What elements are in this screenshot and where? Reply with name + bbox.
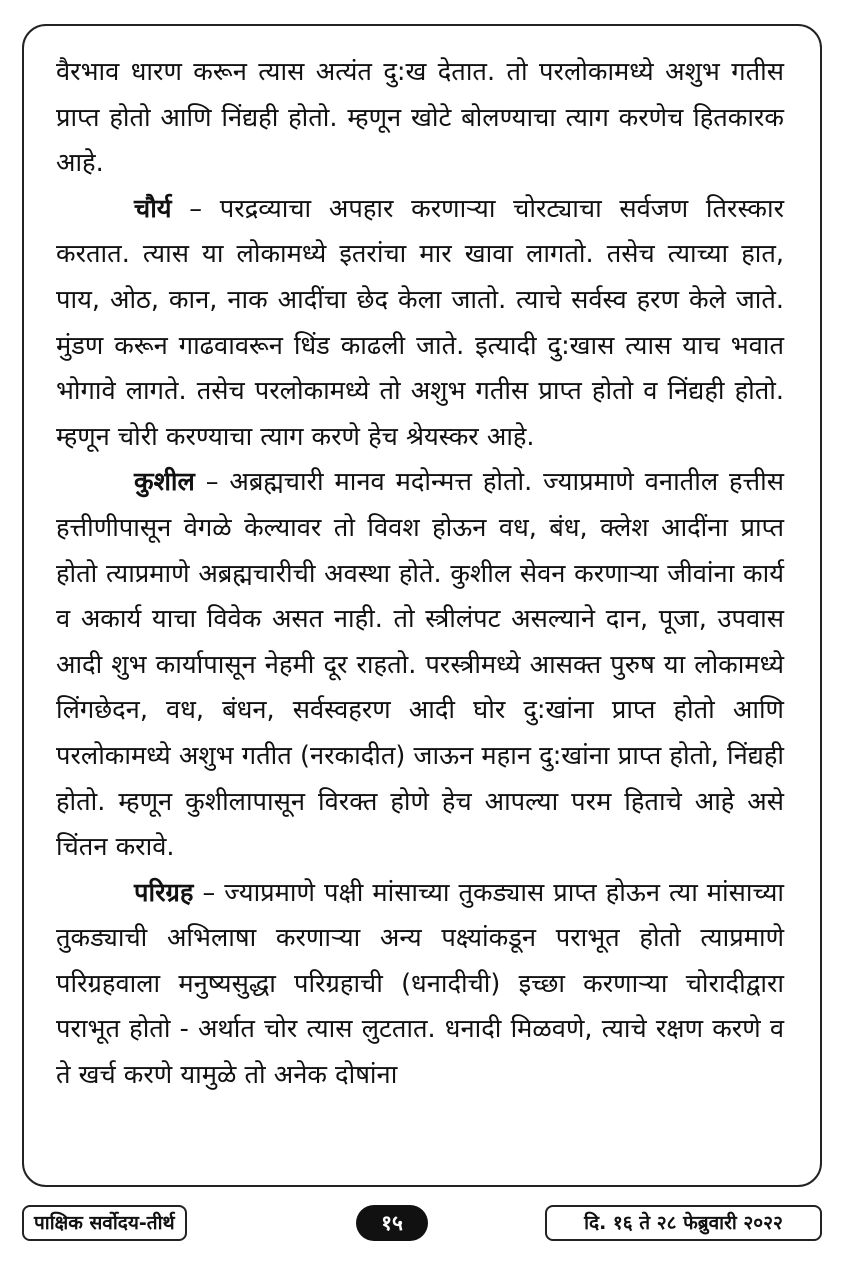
footer-page-number: १५	[356, 1205, 428, 1241]
term-heading: परिग्रह	[134, 877, 194, 908]
paragraph-text: – परद्रव्याचा अपहार करणाऱ्या चोरट्याचा सर्वजण तिरस्कार करतात. त्यास या लोकामध्ये इतरांचा मार खावा लागतो. तसेच त्याच्या हात, पाय, ओठ, कान, नाक आदींचा छेद केला जातो. त्याचे सर्वस्व हरण केले जाते. मुंडण करून गाढवावरून धिंड काढली जाते. इत्यादी दु:खास त्यास याच भवात भोगावे लागते. तसेच परलोकामध्ये तो अशुभ गतीस प्राप्त होतो व निंद्यही होतो. म्हणून चोरी करण्याचा त्याग करणे हेच श्रेयस्कर आहे.	[56, 193, 784, 452]
term-heading: चौर्य	[134, 193, 172, 224]
paragraph-text: – अब्रह्मचारी मानव मदोन्मत्त होतो. ज्याप्रमाणे वनातील हत्तीस हत्तीणीपासून वेगळे केल्यावर तो विवश होऊन वध, बंध, क्लेश आदींना प्राप्त होतो त्याप्रमाणे अब्रह्मचारीची अवस्था होते. कुशील सेवन करणाऱ्या जीवांना कार्य व अकार्य याचा विवेक असत नाही. तो स्त्रीलंपट असल्याने दान, पूजा, उपवास आदी शुभ कार्यापासून नेहमी दूर राहतो. परस्त्रीमध्ये आसक्त पुरुष या लोकामध्ये लिंगछेदन, वध, बंधन, सर्वस्वहरण आदी घोर दु:खांना प्राप्त होतो आणि परलोकामध्ये अशुभ गतीत (नरकादीत) जाऊन महान दु:खांना प्राप्त होतो, निंद्यही होतो. म्हणून कुशीलापासून विरक्त होणे हेच आपल्या परम हिताचे आहे असे चिंतन करावे.	[56, 467, 784, 863]
paragraph-chaurya	[56, 187, 784, 461]
term-heading: कुशील	[134, 467, 195, 498]
page-frame	[22, 24, 822, 1187]
paragraph-kushil	[56, 460, 784, 870]
paragraph-continuation	[56, 50, 784, 187]
paragraph-text: – ज्याप्रमाणे पक्षी मांसाच्या तुकड्यास प्राप्त होऊन त्या मांसाच्या तुकड्याची अभिलाषा करणाऱ्या अन्य पक्ष्यांकडून पराभूत होतो त्याप्रमाणे परिग्रहवाला मनुष्यसुद्धा परिग्रहाची (धनादीची) इच्छा करणाऱ्या चोरादीद्वारा पराभूत होतो - अर्थात चोर त्यास लुटतात. धनादी मिळवणे, त्याचे रक्षण करणे व ते खर्च करणे यामुळे तो अनेक दोषांना	[56, 877, 784, 1091]
paragraph-text: वैरभाव धारण करून त्यास अत्यंत दु:ख देतात. तो परलोकामध्ये अशुभ गतीस प्राप्त होतो आणि निंद्यही होतो. म्हणून खोटे बोलण्याचा त्याग करणेच हितकारक आहे.	[56, 57, 784, 179]
footer-publication-name: पाक्षिक सर्वोदय-तीर्थ	[22, 1205, 187, 1241]
footer-issue-date: दि. १६ ते २८ फेब्रुवारी २०२२	[545, 1205, 822, 1241]
paragraph-parigraha	[56, 871, 784, 1099]
